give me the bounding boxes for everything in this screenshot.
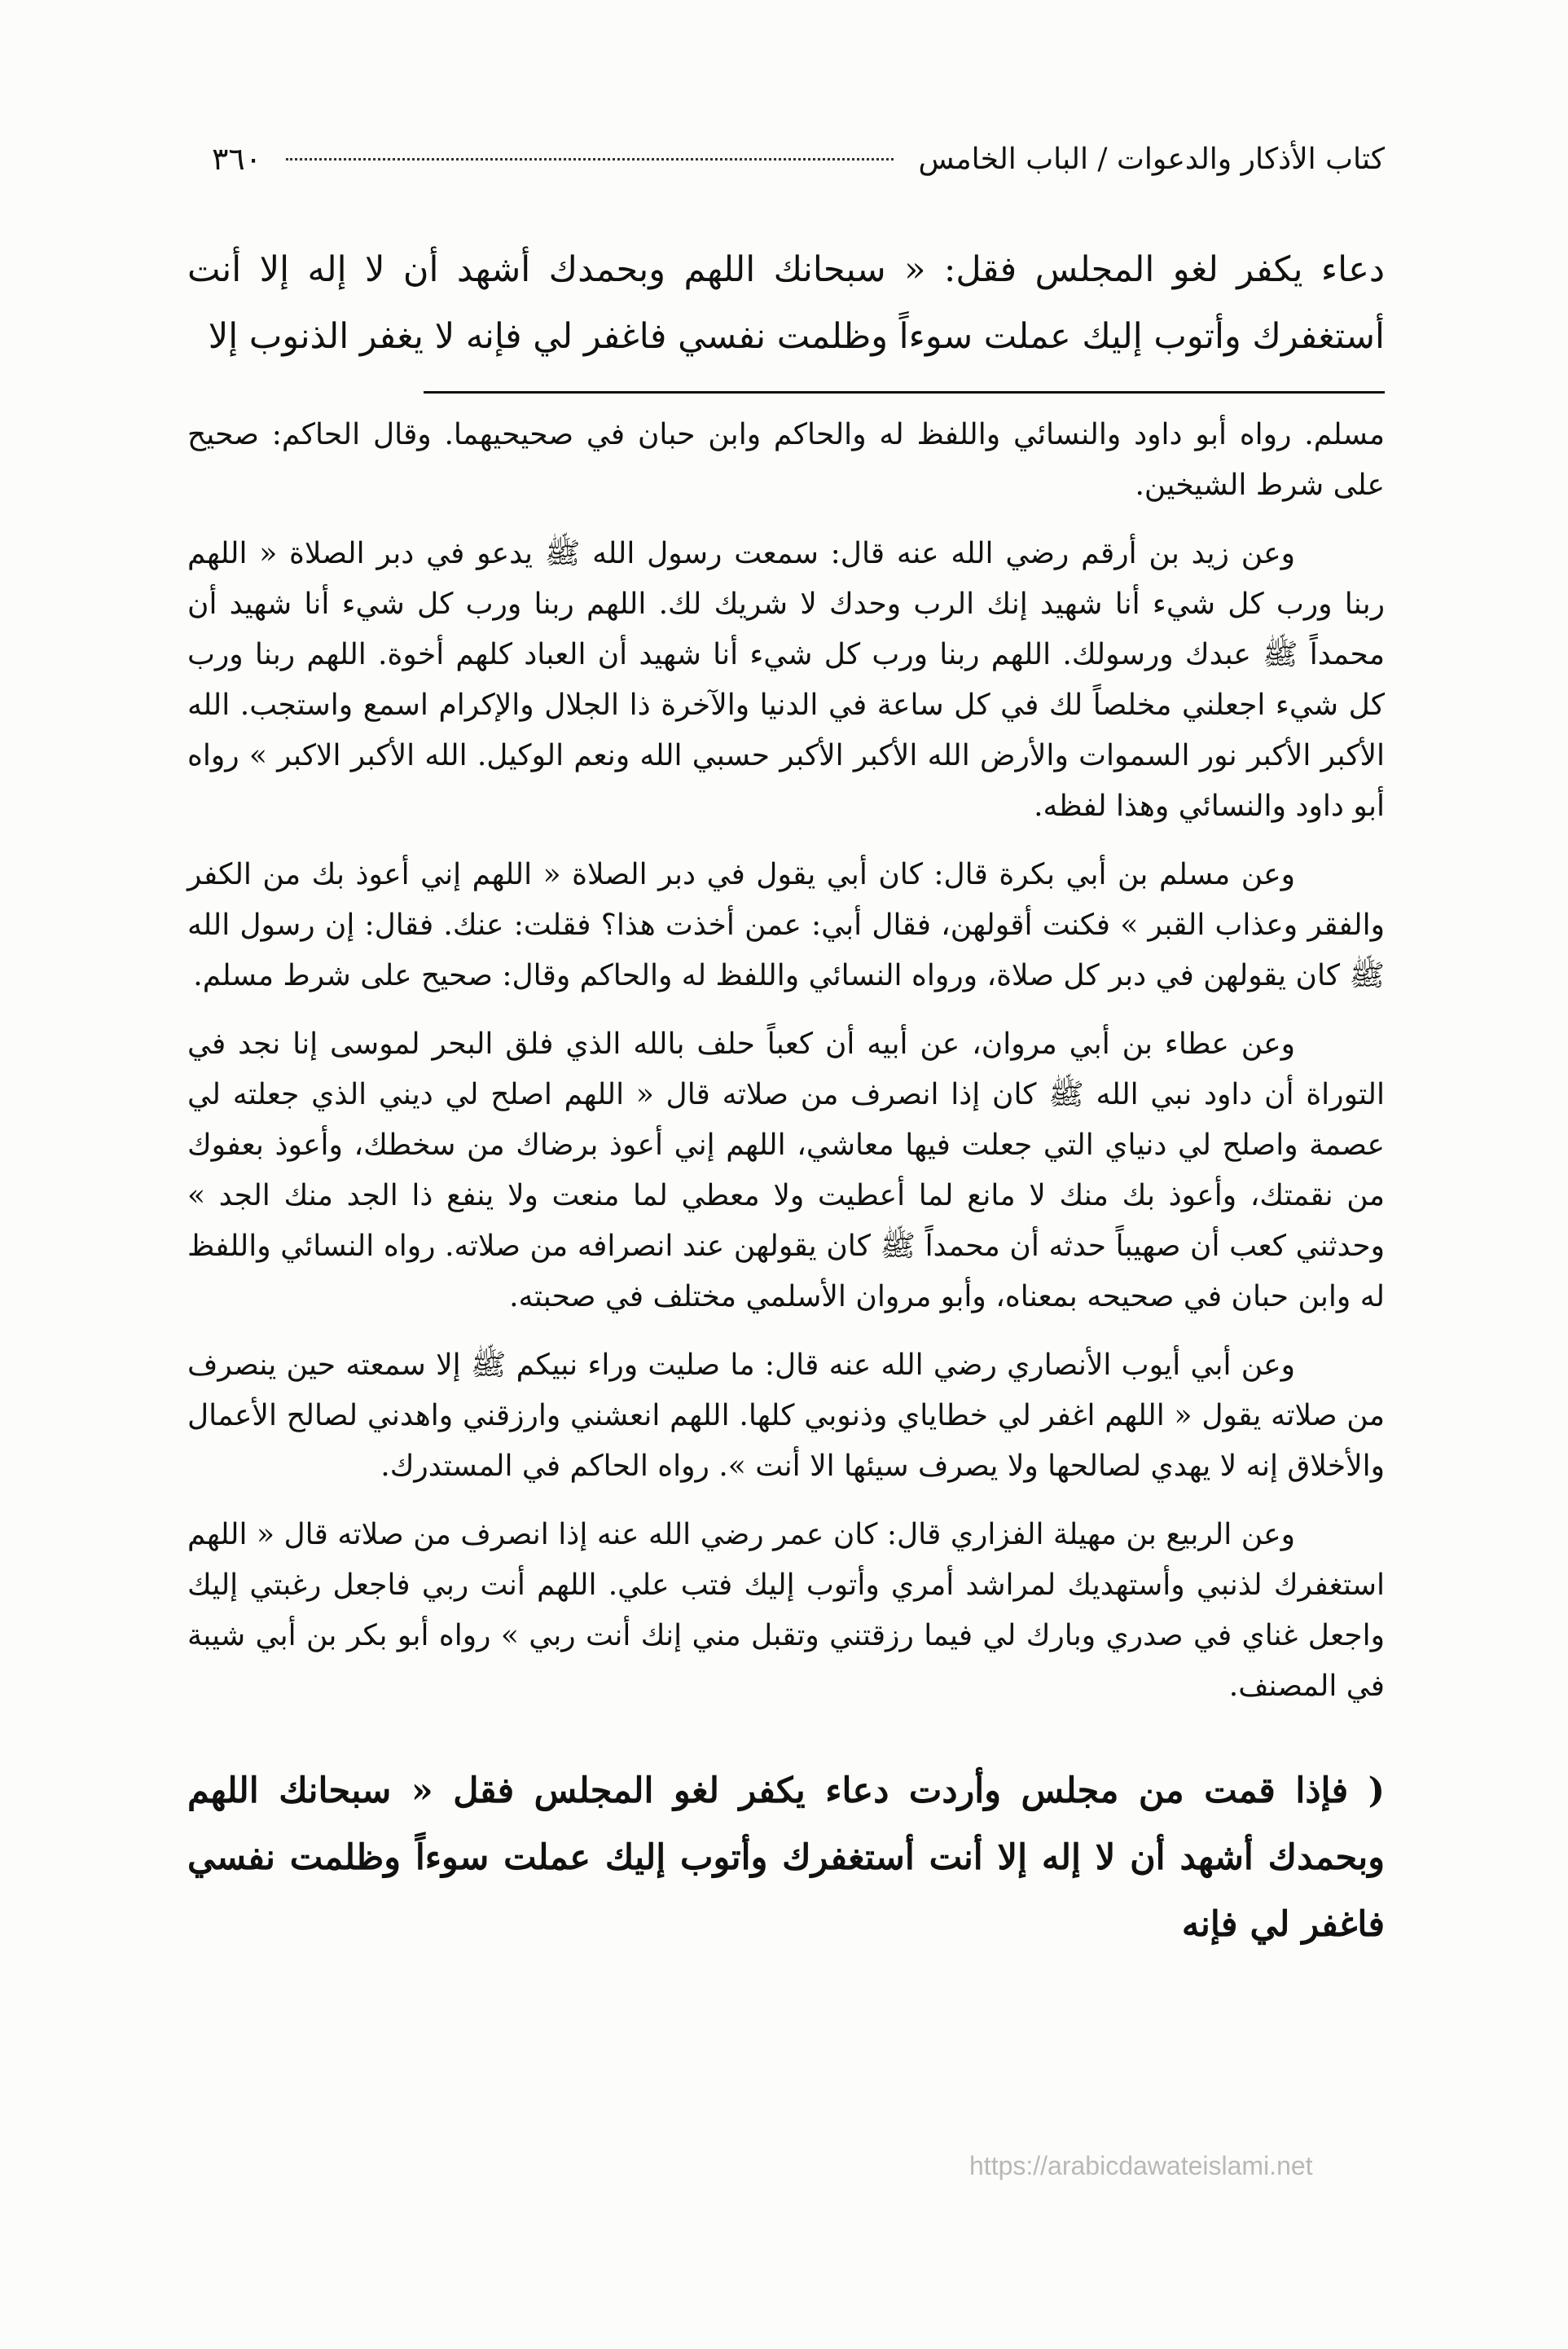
footnote-paragraph: مسلم. رواه أبو داود والنسائي واللفظ له والحاكم وابن حبان في صحيحيهما. وقال الحاكم: صحيح على شرط الشيخين. bbox=[187, 418, 1385, 502]
footnote-paragraph: وعن أبي أيوب الأنصاري رضي الله عنه قال: ما صليت وراء نبيكم ﷺ إلا سمعته حين ينصرف من صلاته يقول « اللهم اغفر لي خطاياي وذنوبي كلها. اللهم انعشني وارزقني واهدني لصالح الأعمال والأخلاق إنه لا يهدي لصالحها ولا يصرف سيئها الا أنت ». رواه الحاكم في المستدرك. bbox=[187, 1348, 1385, 1483]
page-number: ٣٦٠ bbox=[212, 141, 262, 177]
footnote-paragraph: وعن الربيع بن مهيلة الفزاري قال: كان عمر رضي الله عنه إذا انصرف من صلاته قال « اللهم استغفرك لذنبي وأستهديك لمراشد أمري وأتوب إليك فتب علي. اللهم أنت ربي فاجعل رغبتي إليك واجعل غناي في صدري وبارك لي فيما رزقتني وتقبل مني إنك أنت ربي » رواه أبو بكر بن أبي شيبة في المصنف. bbox=[187, 1518, 1385, 1703]
bold-main-text: ( فإذا قمت من مجلس وأردت دعاء يكفر لغو المجلس فقل « سبحانك اللهم وبحمدك أشهد أن لا إله إلا أنت أستغفرك وأتوب إليك عملت سوءاً وظلمت نفسي فاغفر لي فإنه bbox=[187, 1771, 1385, 1945]
footnote-paragraph: وعن مسلم بن أبي بكرة قال: كان أبي يقول في دبر الصلاة « اللهم إني أعوذ بك من الكفر والفقر وعذاب القبر » فكنت أقولهن، فقال أبي: عمن أخذت هذا؟ فقلت: عنك. فقال: إن رسول الله ﷺ كان يقولهن في دبر كل صلاة، ورواه النسائي واللفظ له والحاكم وقال: صحيح على شرط مسلم. bbox=[187, 858, 1385, 992]
footnote-divider bbox=[424, 391, 1385, 394]
leader-dots bbox=[286, 158, 894, 161]
page-header bbox=[187, 122, 1385, 196]
footnote-paragraph: وعن زيد بن أرقم رضي الله عنه قال: سمعت رسول الله ﷺ يدعو في دبر الصلاة « اللهم ربنا ورب كل شيء أنا شهيد إنك الرب وحدك لا شريك لك. اللهم ربنا ورب كل شيء أنا شهيد أن محمداً ﷺ عبدك ورسولك. اللهم ربنا ورب كل شيء أنا شهيد أن العباد كلهم أخوة. اللهم ربنا ورب كل شيء اجعلني مخلصاً لك في كل ساعة في الدنيا والآخرة ذا الجلال والإكرام اسمع واستجب. الله الأكبر الأكبر نور السموات والأرض الله الأكبر الأكبر حسبي الله ونعم الوكيل. الله الأكبر الاكبر » رواه أبو داود والنسائي وهذا لفظه. bbox=[187, 537, 1385, 823]
footnote-paragraph: وعن عطاء بن أبي مروان، عن أبيه أن كعباً حلف بالله الذي فلق البحر لموسى إنا نجد في التوراة أن داود نبي الله ﷺ كان إذا انصرف من صلاته قال « اللهم اصلح لي ديني الذي جعلته لي عصمة واصلح لي دنياي التي جعلت فيها معاشي، اللهم إني أعوذ برضاك من سخطك، وأعوذ بعفوك من نقمتك، وأعوذ بك منك لا مانع لما أعطيت ولا معطي لما منعت ولا ينفع ذا الجد منك الجد » وحدثني كعب أن صهيباً حدثه أن محمداً ﷺ كان يقولهن عند انصرافه من صلاته. رواه النسائي واللفظ له وابن حبان في صحيحه بمعناه، وأبو مروان الأسلمي مختلف في صحبته. bbox=[187, 1027, 1385, 1313]
footnotes bbox=[187, 410, 1385, 1712]
main-text: دعاء يكفر لغو المجلس فقل: « سبحانك اللهم وبحمدك أشهد أن لا إله إلا أنت أستغفرك وأتوب إليك عملت سوءاً وظلمت نفسي فاغفر لي فإنه لا يغفر الذنوب إلا bbox=[187, 249, 1385, 357]
book-page bbox=[187, 122, 1385, 1958]
watermark-url: https://arabicdawateislami.net bbox=[969, 2151, 1313, 2180]
running-title: كتاب الأذكار والدعوات / الباب الخامس bbox=[918, 142, 1385, 176]
